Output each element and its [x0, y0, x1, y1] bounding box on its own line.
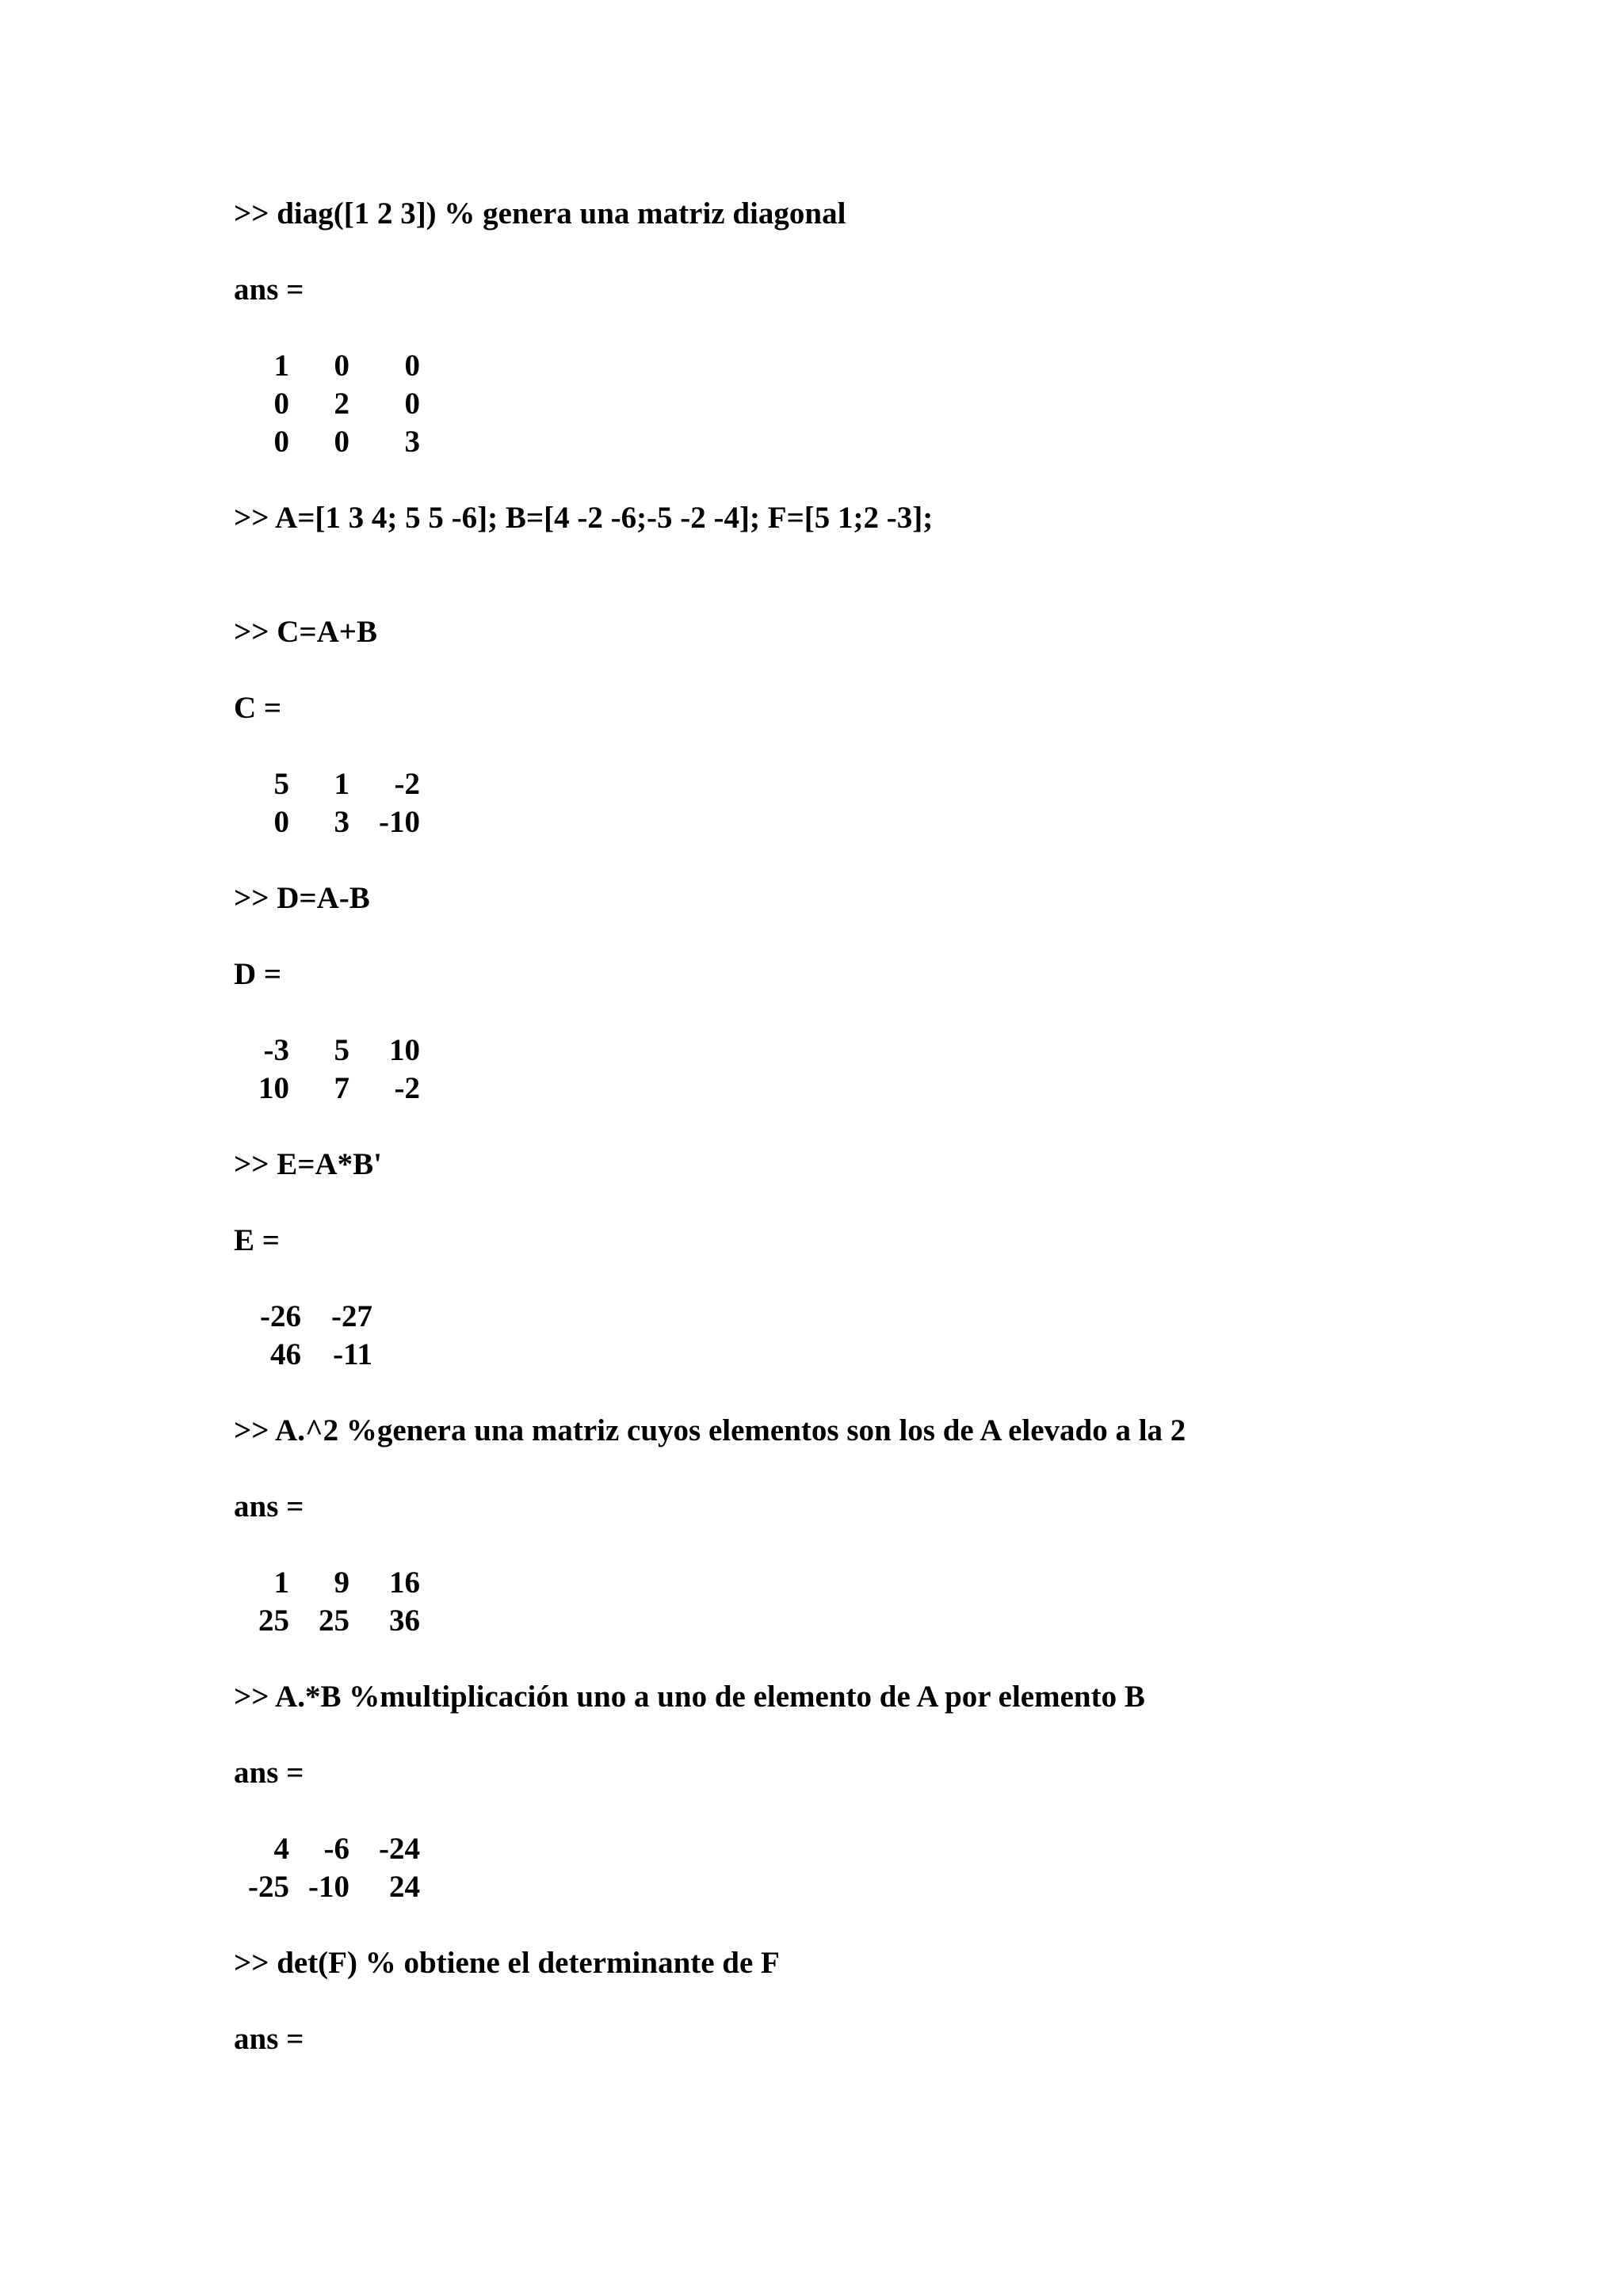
matrix-cell: 0: [404, 387, 420, 421]
command-line: >> A=[1 3 4; 5 5 -6]; B=[4 -2 -6;-5 -2 -4]; F=[5 1;2 -3];: [234, 501, 934, 535]
matrix-cell: 2: [334, 387, 349, 421]
output-label: ans =: [234, 1756, 304, 1790]
command-line: >> D=A-B: [234, 881, 370, 915]
matrix-cell: 7: [334, 1071, 349, 1105]
matrix-cell: 1: [273, 1566, 289, 1600]
command-line: >> C=A+B: [234, 615, 377, 649]
output-label: C =: [234, 691, 282, 725]
output-label: ans =: [234, 1489, 304, 1524]
matrix-cell: 10: [389, 1033, 420, 1067]
output-label: ans =: [234, 273, 304, 307]
matrix-cell: 0: [404, 349, 420, 383]
command-line: >> A.*B %multiplicación uno a uno de elemento de A por elemento B: [234, 1680, 1145, 1714]
matrix-cell: -24: [379, 1832, 420, 1866]
matrix-cell: 3: [334, 805, 349, 839]
matrix-cell: 0: [334, 349, 349, 383]
output-label: ans =: [234, 2022, 304, 2056]
matrix-cell: 1: [334, 767, 349, 801]
matrix-cell: 24: [389, 1870, 420, 1904]
matrix-cell: -11: [333, 1337, 372, 1371]
matrix-cell: 4: [273, 1832, 289, 1866]
matrix-cell: 0: [273, 425, 289, 459]
matrix-cell: 5: [334, 1033, 349, 1067]
matrix-cell: -27: [331, 1299, 372, 1333]
matrix-cell: 5: [273, 767, 289, 801]
matrix-cell: -6: [323, 1832, 349, 1866]
matrix-cell: 25: [319, 1604, 349, 1638]
matrix-cell: -10: [308, 1870, 349, 1904]
output-label: D =: [234, 957, 282, 991]
command-line: >> A.^2 %genera una matriz cuyos elementos son los de A elevado a la 2: [234, 1413, 1186, 1447]
matrix-cell: 25: [258, 1604, 289, 1638]
matrix-cell: 1: [273, 349, 289, 383]
matrix-cell: -25: [248, 1870, 289, 1904]
matrix-cell: 16: [389, 1566, 420, 1600]
matrix-cell: -26: [260, 1299, 301, 1333]
matrix-cell: -3: [263, 1033, 289, 1067]
matrix-cell: 9: [334, 1566, 349, 1600]
matrix-cell: 36: [389, 1604, 420, 1638]
command-line: >> diag([1 2 3]) % genera una matriz diagonal: [234, 196, 846, 231]
command-line: >> det(F) % obtiene el determinante de F: [234, 1946, 780, 1980]
matrix-cell: 0: [334, 425, 349, 459]
matrix-cell: 46: [270, 1337, 301, 1371]
matrix-cell: 10: [258, 1071, 289, 1105]
output-label: E =: [234, 1223, 280, 1257]
matrix-cell: 0: [273, 805, 289, 839]
matrix-cell: 3: [404, 425, 420, 459]
matrix-cell: -2: [394, 1071, 420, 1105]
matrix-cell: -10: [379, 805, 420, 839]
matrix-cell: 0: [273, 387, 289, 421]
matrix-cell: -2: [394, 767, 420, 801]
command-line: >> E=A*B': [234, 1147, 382, 1181]
